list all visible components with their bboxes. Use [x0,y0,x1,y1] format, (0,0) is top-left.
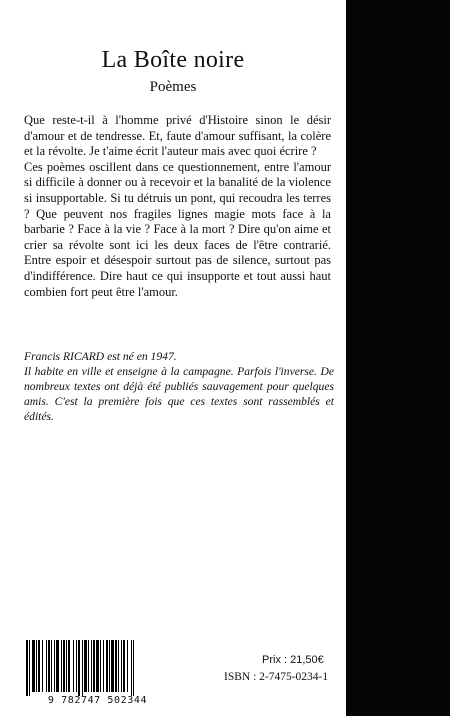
barcode-bar [106,640,108,692]
dark-side-band [346,0,450,716]
isbn: ISBN : 2-7475-0234-1 [224,671,329,683]
barcode-bar [78,640,80,696]
barcode-bar [73,640,74,692]
barcode [20,640,175,706]
barcode-bars [20,640,175,696]
book-subtitle: Poèmes [149,79,197,95]
barcode-bar [42,640,43,692]
author-bio-text: Il habite en ville et enseigne à la campagne. Parfois l'inverse. De nombreux textes ont déjà été publiés sauvagement pour quelques amis. C'est la première fois que ces textes sont rassemblés et édités. [24,365,334,423]
barcode-bar [109,640,110,692]
barcode-bar [123,640,125,692]
barcode-bar [121,640,122,692]
barcode-bar [118,640,119,692]
author-name: Francis RICARD [24,350,105,363]
author-bio [24,349,334,424]
blurb-paragraph: Que reste-t-il à l'homme privé d'Histoire sinon le désir d'amour et de tendresse. Et, faute d'amour suffisant, la colère et la révolte. Je t'aime écrit l'auteur mais avec quoi écrire ? [24,113,331,159]
barcode-bar [54,640,55,692]
barcode-bar [56,640,59,692]
barcode-bar [111,640,114,692]
barcode-bar [29,640,30,696]
blurb [24,113,331,300]
author-born: est né en 1947. [107,350,177,363]
barcode-bar [38,640,40,692]
barcode-bar [26,640,28,696]
barcode-bar [82,640,83,696]
blurb-paragraph: Ces poèmes oscillent dans ce questionnement, entre l'amour si difficile à donner ou à recevoir et la banalité de la violence si insupportable. Si tu détruis un pont, qui recoudra les terres ? Que peuvent nos fragiles lignes magie mots face à la barbarie ? Face à la vie ? Face à la mort ? Dire qu'on aime et crier sa révolte sont ici les deux faces de l'être contrarié. Entre espoir et désespoir surtout pas de silence, surtout pas d'indifférence. Dire haut ce qui insupporte et tout aussi haut combien fort peut être l'amour. [24,159,331,299]
barcode-bar [100,640,101,692]
barcode-bar [91,640,92,692]
barcode-bar [61,640,62,692]
barcode-bar [127,640,128,692]
barcode-bar [36,640,37,692]
barcode-bar [96,640,99,692]
book-title: La Boîte noire [101,47,245,73]
barcode-bar [88,640,89,692]
barcode-bar [48,640,50,692]
barcode-bar [133,640,134,696]
barcode-bar [66,640,67,692]
barcode-digits: 9 782747 502344 [47,695,148,706]
barcode-bar [76,640,77,692]
barcode-bar [51,640,52,692]
barcode-bar [93,640,95,692]
author-line [24,349,334,364]
barcode-bar [68,640,70,692]
barcode-bar [63,640,65,692]
barcode-bar [46,640,47,692]
barcode-bar [103,640,104,692]
price: Prix : 21,50€ [262,654,324,666]
barcode-bar [115,640,117,692]
barcode-bar [32,640,35,692]
barcode-bar [131,640,132,696]
barcode-bar [84,640,87,692]
